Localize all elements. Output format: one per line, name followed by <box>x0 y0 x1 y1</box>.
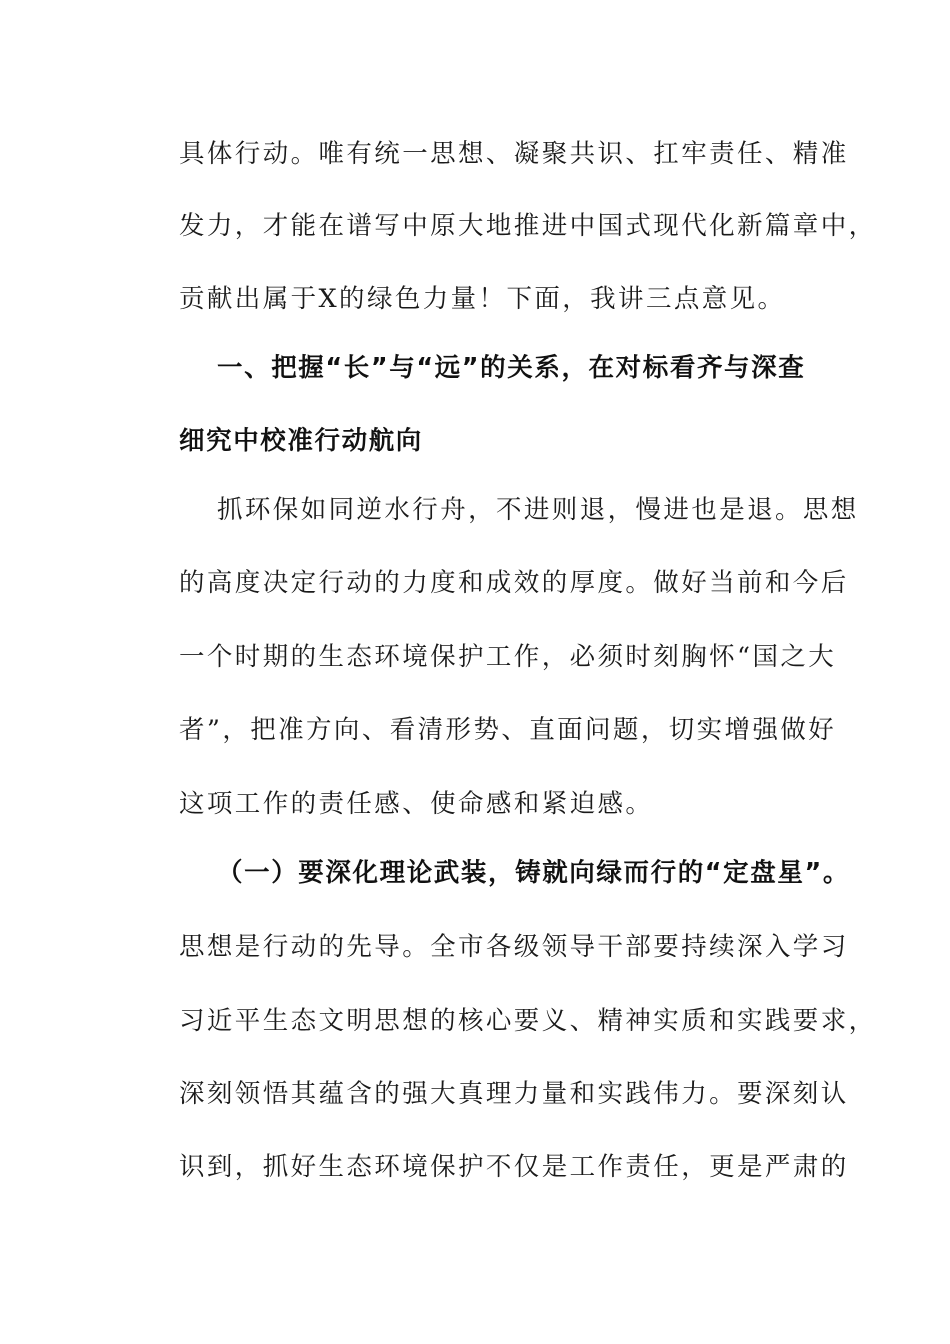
paragraph-line: 思想是行动的先导。全市各级领导干部要持续深入学习 <box>179 932 849 962</box>
paragraph-line: 者”，把准方向、看清形势、直面问题，切实增强做好 <box>179 715 837 745</box>
paragraph-line: 的高度决定行动的力度和成效的厚度。做好当前和今后 <box>179 568 849 598</box>
paragraph-line: 深刻领悟其蕴含的强大真理力量和实践伟力。要深刻认 <box>179 1079 849 1109</box>
paragraph-line: 贡献出属于X的绿色力量！下面，我讲三点意见。 <box>179 284 786 314</box>
paragraph-line: 习近平生态文明思想的核心要义、精神实质和实践要求， <box>179 1006 877 1036</box>
paragraph-line: 这项工作的责任感、使命感和紧迫感。 <box>179 789 654 819</box>
section-heading-line: 一、把握“长”与“远”的关系，在对标看齐与深查 <box>217 353 806 383</box>
paragraph-line: 抓环保如同逆水行舟，不进则退，慢进也是退。思想 <box>217 495 859 525</box>
subheading-line: （一）要深化理论武装，铸就向绿而行的“定盘星”。 <box>217 858 850 888</box>
paragraph-line: 具体行动。唯有统一思想、凝聚共识、扛牢责任、精准 <box>179 139 849 169</box>
paragraph-line: 发力，才能在谱写中原大地推进中国式现代化新篇章中， <box>179 211 877 241</box>
paragraph-line: 一个时期的生态环境保护工作，必须时刻胸怀“国之大 <box>179 642 837 672</box>
section-heading-line: 细究中校准行动航向 <box>179 426 423 456</box>
paragraph-line: 识到，抓好生态环境保护不仅是工作责任，更是严肃的 <box>179 1152 849 1182</box>
